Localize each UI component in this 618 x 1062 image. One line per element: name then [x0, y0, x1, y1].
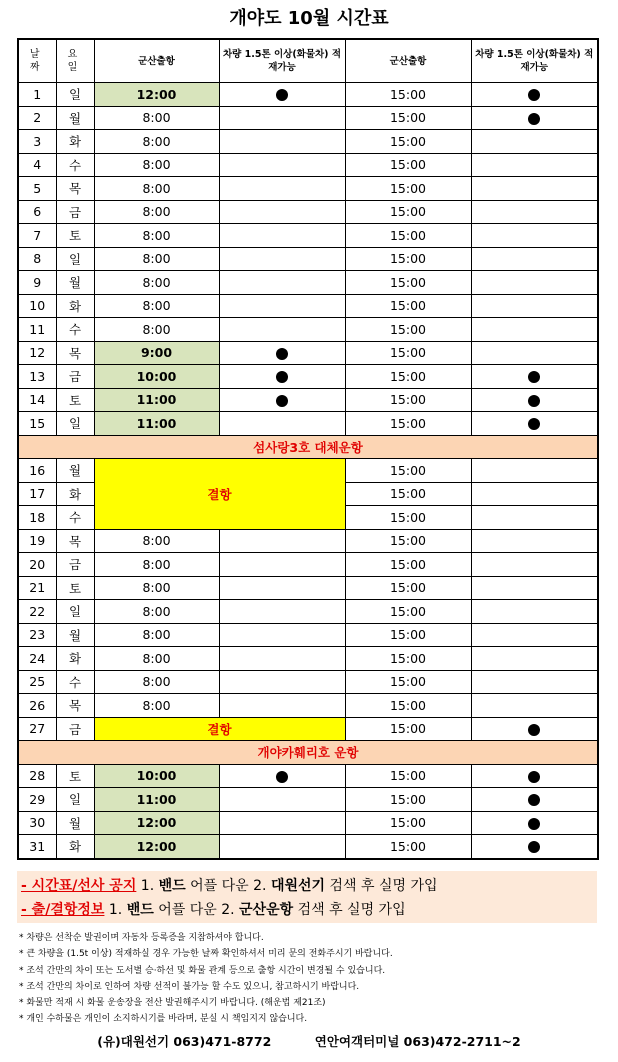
note-item: * 화물만 적재 시 화물 운송장을 전산 발권해주시기 바랍니다. (해운법 제21조) — [19, 998, 326, 1009]
vehicle-cell-1 — [219, 341, 345, 365]
gunsan-departure-time: 8:00 — [94, 106, 219, 130]
day-cell: 31 — [18, 835, 56, 859]
gunsan-departure-time: 8:00 — [94, 130, 219, 154]
gunsan-departure-time: 8:00 — [94, 553, 219, 577]
weekday-cell: 월 — [56, 623, 94, 647]
gunsan-departure-time-2: 15:00 — [345, 200, 471, 224]
notice-1-band: 밴드 — [158, 878, 186, 894]
vehicle-available-dot — [276, 395, 288, 407]
gunsan-departure-time-2: 15:00 — [345, 388, 471, 412]
notice-box — [17, 871, 597, 923]
vehicle-cell-2 — [471, 294, 598, 318]
gunsan-departure-time: 8:00 — [94, 694, 219, 718]
weekday-cell: 목 — [56, 529, 94, 553]
vehicle-available-dot — [276, 89, 288, 101]
notice-1-a: 1. — [136, 878, 159, 894]
vehicle-available-dot — [276, 771, 288, 783]
vehicle-cell-1 — [219, 153, 345, 177]
day-cell: 7 — [18, 224, 56, 248]
vehicle-cell-1 — [219, 600, 345, 624]
weekday-cell: 일 — [56, 247, 94, 271]
vehicle-available-dot — [528, 724, 540, 736]
header-gunsan-departure-2: 군산출항 — [345, 39, 471, 83]
notice-2-e: 검색 후 실명 가입 — [293, 902, 406, 918]
weekday-cell: 월 — [56, 811, 94, 835]
notice-2-band: 밴드 — [126, 902, 154, 918]
weekday-cell: 일 — [56, 83, 94, 107]
gunsan-departure-time: 8:00 — [94, 670, 219, 694]
weekday-cell: 화 — [56, 835, 94, 859]
gunsan-departure-time-2: 15:00 — [345, 717, 471, 741]
vehicle-cell-1 — [219, 553, 345, 577]
day-cell: 5 — [18, 177, 56, 201]
table-row — [18, 388, 598, 412]
vehicle-available-dot — [528, 771, 540, 783]
vehicle-cell-1 — [219, 83, 345, 107]
vehicle-available-dot — [528, 113, 540, 125]
vehicle-cell-1 — [219, 388, 345, 412]
gunsan-departure-time: 11:00 — [94, 388, 219, 412]
gunsan-departure-time-2: 15:00 — [345, 153, 471, 177]
vehicle-available-dot — [528, 395, 540, 407]
vehicle-cell-1 — [219, 764, 345, 788]
gunsan-departure-time: 10:00 — [94, 365, 219, 389]
note-item: * 조석 간만의 차이 또는 도서별 승·하선 및 화물 관계 등으로 출항 시간이 변경될 수 있습니다. — [19, 965, 386, 976]
vehicle-cell-2 — [471, 365, 598, 389]
day-cell: 22 — [18, 600, 56, 624]
notice-line-1 — [21, 875, 438, 895]
table-row — [18, 200, 598, 224]
gunsan-departure-time: 11:00 — [94, 788, 219, 812]
weekday-cell: 수 — [56, 153, 94, 177]
table-row — [18, 318, 598, 342]
replacement-service-banner — [18, 435, 598, 459]
replacement-service-banner-text: 섬사랑3호 대체운항 — [18, 435, 598, 459]
weekday-cell: 토 — [56, 576, 94, 600]
day-cell: 15 — [18, 412, 56, 436]
weekday-cell: 수 — [56, 318, 94, 342]
header-vehicle-1: 차량 1.5톤 이상(화물차) 적재가능 — [219, 39, 345, 83]
gunsan-departure-time: 11:00 — [94, 412, 219, 436]
gunsan-departure-time-2: 15:00 — [345, 506, 471, 530]
gunsan-departure-time-2: 15:00 — [345, 224, 471, 248]
table-row — [18, 623, 598, 647]
vehicle-cell-1 — [219, 318, 345, 342]
day-cell: 28 — [18, 764, 56, 788]
vehicle-cell-2 — [471, 811, 598, 835]
table-row — [18, 153, 598, 177]
schedule-body — [18, 83, 598, 859]
gunsan-departure-time: 8:00 — [94, 247, 219, 271]
vehicle-cell-1 — [219, 294, 345, 318]
notice-1-e: 검색 후 실명 가입 — [325, 878, 438, 894]
header-vehicle-2: 차량 1.5톤 이상(화물차) 적재가능 — [471, 39, 598, 83]
vehicle-cell-1 — [219, 200, 345, 224]
vehicle-cell-2 — [471, 506, 598, 530]
table-row — [18, 412, 598, 436]
vehicle-cell-1 — [219, 247, 345, 271]
vehicle-cell-2 — [471, 482, 598, 506]
vehicle-cell-1 — [219, 670, 345, 694]
vehicle-cell-1 — [219, 130, 345, 154]
table-row — [18, 106, 598, 130]
weekday-cell: 일 — [56, 788, 94, 812]
table-row — [18, 529, 598, 553]
gunsan-departure-time: 8:00 — [94, 153, 219, 177]
vehicle-cell-2 — [471, 318, 598, 342]
day-cell: 16 — [18, 459, 56, 483]
gunsan-departure-time-2: 15:00 — [345, 553, 471, 577]
weekday-cell: 금 — [56, 717, 94, 741]
day-cell: 13 — [18, 365, 56, 389]
gunsan-departure-time: 8:00 — [94, 294, 219, 318]
gunsan-departure-time: 12:00 — [94, 811, 219, 835]
table-row — [18, 177, 598, 201]
cancelled-block-27: 결항 — [94, 717, 345, 741]
day-cell: 11 — [18, 318, 56, 342]
vehicle-cell-2 — [471, 224, 598, 248]
day-cell: 27 — [18, 717, 56, 741]
gunsan-departure-time: 8:00 — [94, 647, 219, 671]
table-row — [18, 694, 598, 718]
note-item: * 개인 수하물은 개인이 소지하시기를 바라며, 분실 시 책임지지 않습니다. — [19, 1014, 308, 1025]
gunsan-departure-time: 9:00 — [94, 341, 219, 365]
weekday-cell: 화 — [56, 294, 94, 318]
vehicle-cell-2 — [471, 459, 598, 483]
weekday-cell: 수 — [56, 506, 94, 530]
vehicle-cell-1 — [219, 271, 345, 295]
vehicle-cell-1 — [219, 106, 345, 130]
weekday-cell: 화 — [56, 130, 94, 154]
table-row — [18, 83, 598, 107]
vehicle-cell-1 — [219, 529, 345, 553]
note-item: * 큰 차량을 (1.5t 이상) 적재하실 경우 가능한 날짜 확인하셔서 미리 문의 전화주시기 바랍니다. — [19, 949, 393, 960]
note-item: * 차량은 선착순 발권이며 자동차 등록증을 지참하셔야 합니다. — [19, 933, 264, 943]
vehicle-cell-1 — [219, 412, 345, 436]
vehicle-cell-2 — [471, 717, 598, 741]
gunsan-departure-time-2: 15:00 — [345, 835, 471, 859]
table-row — [18, 647, 598, 671]
gunsan-departure-time: 8:00 — [94, 529, 219, 553]
header-day: 날 짜 — [18, 39, 56, 83]
gunsan-departure-time-2: 15:00 — [345, 271, 471, 295]
table-row — [18, 670, 598, 694]
gunsan-departure-time-2: 15:00 — [345, 83, 471, 107]
gunsan-departure-time: 8:00 — [94, 576, 219, 600]
day-cell: 12 — [18, 341, 56, 365]
table-row — [18, 553, 598, 577]
notice-2-c: 어플 다운 2. — [153, 902, 240, 918]
gunsan-departure-time: 12:00 — [94, 835, 219, 859]
gunsan-departure-time-2: 15:00 — [345, 647, 471, 671]
weekday-cell: 목 — [56, 177, 94, 201]
vehicle-cell-2 — [471, 341, 598, 365]
vehicle-cell-2 — [471, 153, 598, 177]
day-cell: 4 — [18, 153, 56, 177]
table-row — [18, 365, 598, 389]
weekday-cell: 월 — [56, 106, 94, 130]
weekday-cell: 목 — [56, 694, 94, 718]
vehicle-cell-2 — [471, 576, 598, 600]
day-cell: 21 — [18, 576, 56, 600]
day-cell: 20 — [18, 553, 56, 577]
day-cell: 29 — [18, 788, 56, 812]
header-gunsan-departure-1: 군산출항 — [94, 39, 219, 83]
vehicle-cell-1 — [219, 576, 345, 600]
weekday-cell: 화 — [56, 482, 94, 506]
vehicle-available-dot — [276, 348, 288, 360]
vehicle-cell-2 — [471, 553, 598, 577]
vehicle-cell-2 — [471, 412, 598, 436]
gunsan-departure-time-2: 15:00 — [345, 788, 471, 812]
day-cell: 9 — [18, 271, 56, 295]
ferry-service-banner — [18, 741, 598, 765]
vehicle-available-dot — [528, 841, 540, 853]
vehicle-available-dot — [276, 371, 288, 383]
vehicle-cell-2 — [471, 247, 598, 271]
vehicle-cell-1 — [219, 788, 345, 812]
day-cell: 17 — [18, 482, 56, 506]
gunsan-departure-time: 12:00 — [94, 83, 219, 107]
vehicle-cell-2 — [471, 623, 598, 647]
vehicle-cell-1 — [219, 365, 345, 389]
day-cell: 6 — [18, 200, 56, 224]
day-cell: 3 — [18, 130, 56, 154]
gunsan-departure-time-2: 15:00 — [345, 576, 471, 600]
notice-1-heading: - 시간표/선사 공지 — [21, 878, 137, 894]
weekday-cell: 수 — [56, 670, 94, 694]
weekday-cell: 토 — [56, 224, 94, 248]
gunsan-departure-time-2: 15:00 — [345, 529, 471, 553]
gunsan-departure-time-2: 15:00 — [345, 318, 471, 342]
vehicle-available-dot — [528, 818, 540, 830]
gunsan-departure-time-2: 15:00 — [345, 247, 471, 271]
vehicle-cell-2 — [471, 388, 598, 412]
schedule-table — [17, 38, 599, 860]
notice-2-search-term: 군산운항 — [239, 902, 294, 918]
table-row — [18, 811, 598, 835]
table-row — [18, 576, 598, 600]
ferry-service-banner-text: 개야카훼리호 운항 — [18, 741, 598, 765]
vehicle-available-dot — [528, 89, 540, 101]
gunsan-departure-time: 8:00 — [94, 200, 219, 224]
weekday-cell: 월 — [56, 271, 94, 295]
gunsan-departure-time: 8:00 — [94, 271, 219, 295]
page-title: 개야도 10월 시간표 — [229, 8, 389, 29]
gunsan-departure-time-2: 15:00 — [345, 130, 471, 154]
day-cell: 30 — [18, 811, 56, 835]
gunsan-departure-time-2: 15:00 — [345, 341, 471, 365]
notice-line-2 — [21, 899, 406, 919]
day-cell: 18 — [18, 506, 56, 530]
vehicle-cell-1 — [219, 811, 345, 835]
notes-list — [19, 930, 609, 1028]
table-row — [18, 835, 598, 859]
gunsan-departure-time-2: 15:00 — [345, 177, 471, 201]
day-cell: 23 — [18, 623, 56, 647]
weekday-cell: 화 — [56, 647, 94, 671]
vehicle-cell-1 — [219, 647, 345, 671]
note-item: * 조석 간만의 차이로 인하여 차량 선적이 불가능 할 수도 있으니, 참고하시기 바랍니다. — [19, 981, 360, 992]
table-row — [18, 130, 598, 154]
header-row — [18, 39, 598, 83]
day-cell: 24 — [18, 647, 56, 671]
vehicle-available-dot — [528, 371, 540, 383]
gunsan-departure-time-2: 15:00 — [345, 764, 471, 788]
vehicle-cell-2 — [471, 83, 598, 107]
day-cell: 2 — [18, 106, 56, 130]
table-row — [18, 600, 598, 624]
vehicle-cell-2 — [471, 764, 598, 788]
notice-2-a: 1. — [104, 902, 127, 918]
day-cell: 10 — [18, 294, 56, 318]
vehicle-cell-1 — [219, 224, 345, 248]
table-row — [18, 717, 598, 741]
vehicle-available-dot — [528, 794, 540, 806]
weekday-cell: 토 — [56, 764, 94, 788]
table-row — [18, 764, 598, 788]
gunsan-departure-time: 8:00 — [94, 318, 219, 342]
gunsan-departure-time-2: 15:00 — [345, 811, 471, 835]
vehicle-cell-2 — [471, 271, 598, 295]
table-row — [18, 247, 598, 271]
day-cell: 1 — [18, 83, 56, 107]
day-cell: 8 — [18, 247, 56, 271]
vehicle-cell-2 — [471, 835, 598, 859]
notice-2-heading: - 출/결항정보 — [21, 902, 105, 918]
gunsan-departure-time-2: 15:00 — [345, 412, 471, 436]
day-cell: 14 — [18, 388, 56, 412]
weekday-cell: 금 — [56, 200, 94, 224]
vehicle-cell-1 — [219, 177, 345, 201]
table-row — [18, 224, 598, 248]
weekday-cell: 일 — [56, 412, 94, 436]
gunsan-departure-time-2: 15:00 — [345, 365, 471, 389]
gunsan-departure-time: 8:00 — [94, 600, 219, 624]
vehicle-cell-2 — [471, 694, 598, 718]
vehicle-cell-2 — [471, 200, 598, 224]
gunsan-departure-time-2: 15:00 — [345, 600, 471, 624]
table-row — [18, 294, 598, 318]
vehicle-cell-1 — [219, 694, 345, 718]
vehicle-available-dot — [528, 418, 540, 430]
table-row — [18, 459, 598, 483]
gunsan-departure-time-2: 15:00 — [345, 694, 471, 718]
gunsan-departure-time: 8:00 — [94, 177, 219, 201]
vehicle-cell-2 — [471, 529, 598, 553]
gunsan-departure-time-2: 15:00 — [345, 482, 471, 506]
vehicle-cell-2 — [471, 177, 598, 201]
table-row — [18, 341, 598, 365]
vehicle-cell-2 — [471, 670, 598, 694]
vehicle-cell-2 — [471, 788, 598, 812]
notice-1-search-term: 대원선기 — [270, 878, 326, 894]
gunsan-departure-time-2: 15:00 — [345, 459, 471, 483]
weekday-cell: 일 — [56, 600, 94, 624]
table-row — [18, 271, 598, 295]
gunsan-departure-time-2: 15:00 — [345, 670, 471, 694]
day-cell: 26 — [18, 694, 56, 718]
gunsan-departure-time: 10:00 — [94, 764, 219, 788]
vehicle-cell-1 — [219, 623, 345, 647]
gunsan-departure-time-2: 15:00 — [345, 106, 471, 130]
cancelled-block: 결항 — [94, 459, 345, 530]
vehicle-cell-2 — [471, 106, 598, 130]
gunsan-departure-time: 8:00 — [94, 224, 219, 248]
vehicle-cell-2 — [471, 130, 598, 154]
footer-contacts: (유)대원선기 063)471-8772 연안여객터미널 063)472-2711~2 — [97, 1034, 521, 1049]
weekday-cell: 월 — [56, 459, 94, 483]
vehicle-cell-2 — [471, 647, 598, 671]
table-row — [18, 788, 598, 812]
weekday-cell: 금 — [56, 553, 94, 577]
gunsan-departure-time-2: 15:00 — [345, 294, 471, 318]
weekday-cell: 금 — [56, 365, 94, 389]
weekday-cell: 토 — [56, 388, 94, 412]
day-cell: 19 — [18, 529, 56, 553]
vehicle-cell-2 — [471, 600, 598, 624]
header-weekday: 요 일 — [56, 39, 94, 83]
vehicle-cell-1 — [219, 835, 345, 859]
day-cell: 25 — [18, 670, 56, 694]
gunsan-departure-time-2: 15:00 — [345, 623, 471, 647]
weekday-cell: 목 — [56, 341, 94, 365]
gunsan-departure-time: 8:00 — [94, 623, 219, 647]
notice-1-c: 어플 다운 2. — [185, 878, 271, 894]
